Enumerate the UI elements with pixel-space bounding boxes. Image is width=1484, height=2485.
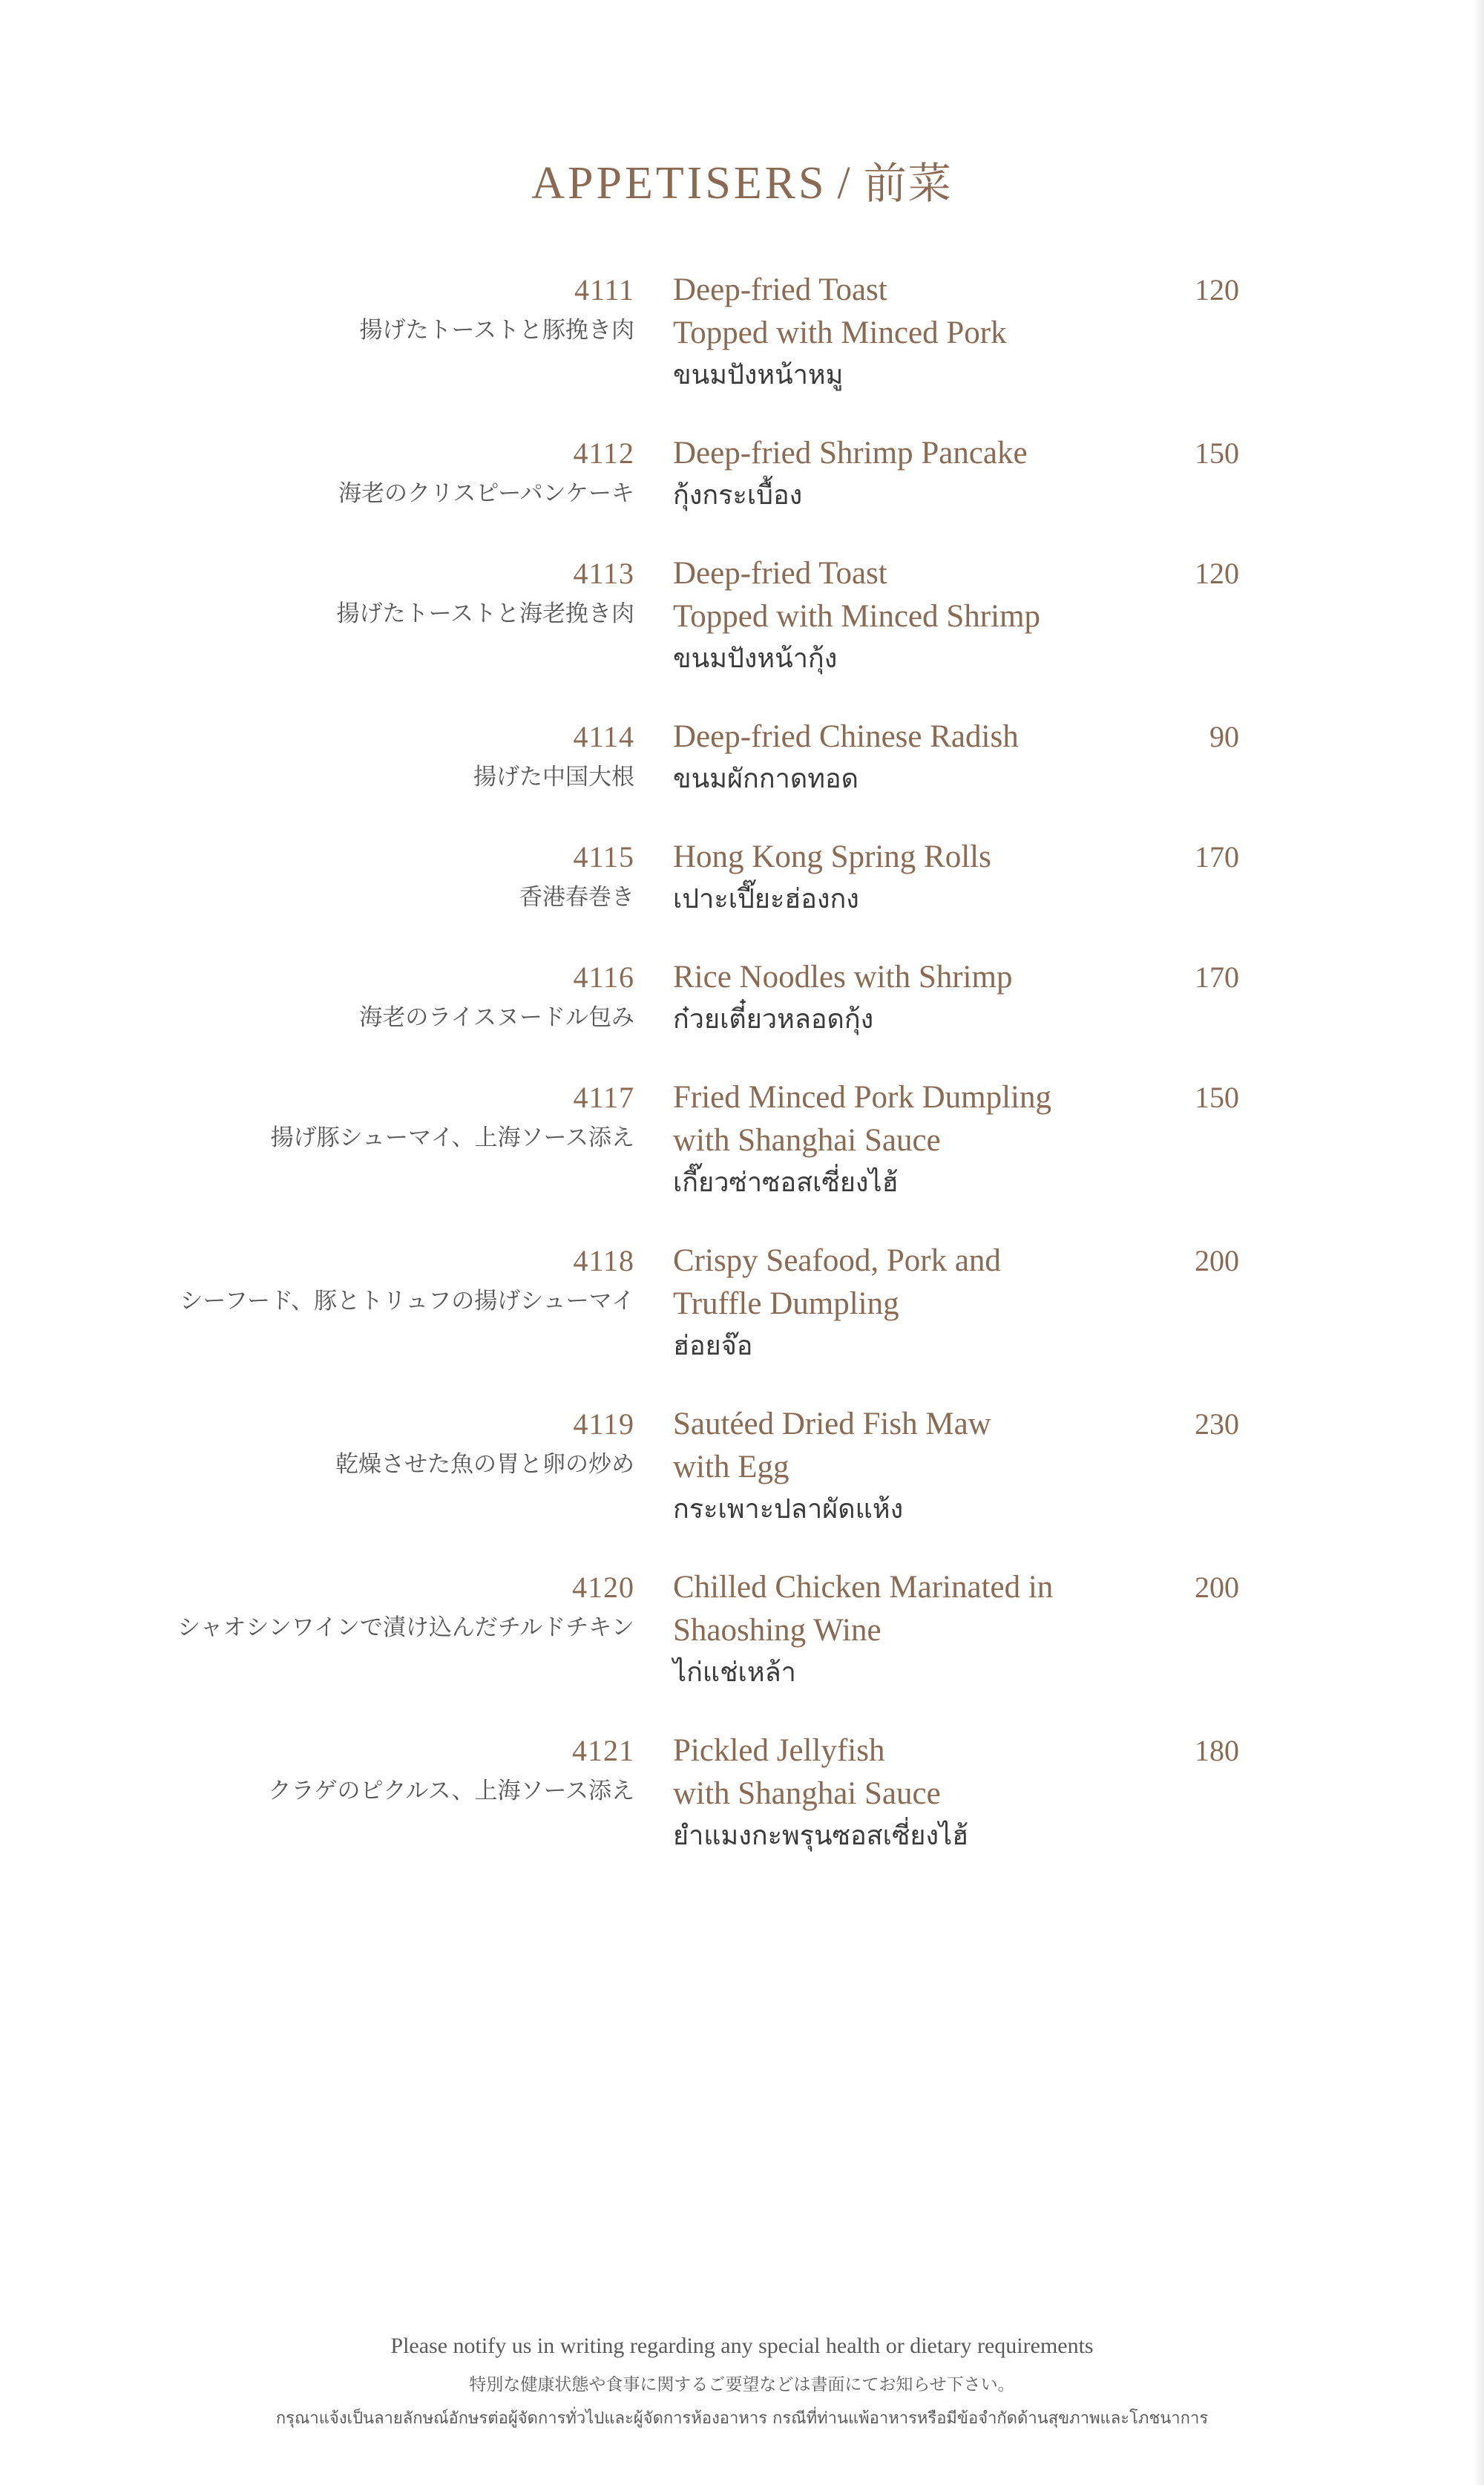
item-code: 4117 xyxy=(573,1081,634,1114)
item-name-japanese: 揚げたトーストと海老挽き肉 xyxy=(336,600,634,627)
item-name-english: Deep-fried Shrimp Pancake xyxy=(673,436,1028,471)
item-name-thai: ก๋วยเตี๋ยวหลอดกุ้ง xyxy=(673,1004,874,1035)
item-name-thai: ขนมปังหน้ากุ้ง xyxy=(673,644,838,674)
item-name-japanese: シャオシンワインで漬け込んだチルドチキン xyxy=(177,1614,634,1641)
page-edge xyxy=(1474,0,1484,2485)
item-name-english: Hong Kong Spring Rolls xyxy=(673,839,991,874)
item-price: 170 xyxy=(1195,840,1239,874)
item-name-japanese: 揚げた中国大根 xyxy=(473,764,634,790)
item-code: 4120 xyxy=(572,1571,634,1604)
item-code: 4114 xyxy=(573,720,634,753)
item-price: 200 xyxy=(1195,1571,1239,1604)
item-code: 4112 xyxy=(573,436,634,470)
item-name-japanese: 海老のライスヌードル包み xyxy=(359,1004,634,1031)
item-name-japanese: 海老のクリスピーパンケーキ xyxy=(338,480,634,507)
item-code: 4115 xyxy=(573,840,634,874)
item-name-english: Topped with Minced Shrimp xyxy=(673,599,1041,634)
item-price: 150 xyxy=(1195,436,1239,470)
item-name-english: Topped with Minced Pork xyxy=(673,315,1007,350)
title-japanese: 前菜 xyxy=(863,158,953,209)
item-name-english: Deep-fried Chinese Radish xyxy=(673,719,1019,754)
item-name-thai: ไก่แช่เหล้า xyxy=(673,1657,796,1688)
item-price: 180 xyxy=(1195,1734,1239,1767)
item-name-thai: ขนมผักกาดทอด xyxy=(673,764,858,794)
item-price: 170 xyxy=(1195,960,1239,994)
item-name-english: Shaoshing Wine xyxy=(673,1613,881,1648)
item-name-thai: ฮ่อยจ๊อ xyxy=(673,1331,753,1361)
footer-note-thai: กรุณาแจ้งเป็นลายลักษณ์อักษรต่อผู้จัดการทั่วไปและผู้จัดการห้องอาหาร กรณีที่ท่านแพ้อาหารหรือมีข้อจำกัดด้านสุขภาพและโภชนาการ xyxy=(275,2409,1209,2428)
item-name-english: Truffle Dumpling xyxy=(673,1286,899,1321)
item-name-thai: ขนมปังหน้าหมู xyxy=(673,360,844,390)
page-title xyxy=(0,148,1484,211)
item-name-japanese: 揚げたトーストと豚挽き肉 xyxy=(359,317,634,344)
item-name-japanese: 香港春巻き xyxy=(519,884,634,911)
item-name-japanese: シーフード、豚とトリュフの揚げシューマイ xyxy=(180,1288,634,1314)
footer-note-japanese: 特別な健康状態や食事に関するご要望などは書面にてお知らせ下さい。 xyxy=(469,2375,1015,2394)
item-name-english: Pickled Jellyfish xyxy=(673,1733,885,1768)
item-name-english: Rice Noodles with Shrimp xyxy=(673,960,1013,995)
item-name-english: Deep-fried Toast xyxy=(673,556,887,591)
item-name-japanese: 揚げ豚シューマイ、上海ソース添え xyxy=(270,1124,634,1151)
item-name-english: Chilled Chicken Marinated in xyxy=(673,1570,1054,1605)
item-code: 4111 xyxy=(574,273,634,307)
item-name-english: with Egg xyxy=(673,1450,789,1484)
item-code: 4118 xyxy=(573,1244,634,1277)
item-name-japanese: クラゲのピクルス、上海ソース添え xyxy=(268,1778,634,1804)
item-name-thai: เกี๊ยวซ่าซอสเซี่ยงไฮ้ xyxy=(673,1168,899,1198)
item-price: 120 xyxy=(1195,557,1239,590)
item-name-english: with Shanghai Sauce xyxy=(673,1776,941,1811)
item-price: 230 xyxy=(1195,1407,1239,1441)
item-name-thai: กระเพาะปลาผัดแห้ง xyxy=(673,1494,904,1525)
item-name-english: Fried Minced Pork Dumpling xyxy=(673,1080,1051,1115)
item-price: 120 xyxy=(1195,273,1239,307)
item-name-english: Deep-fried Toast xyxy=(673,272,887,307)
item-price: 150 xyxy=(1195,1081,1239,1114)
footer-note-english: Please notify us in writing regarding any special health or dietary requirements xyxy=(390,2334,1094,2358)
title-separator: / xyxy=(837,158,853,209)
item-name-japanese: 乾燥させた魚の胃と卵の炒め xyxy=(335,1451,634,1478)
item-name-thai: เปาะเปี๊ยะฮ่องกง xyxy=(673,884,859,914)
item-code: 4121 xyxy=(572,1734,634,1767)
item-code: 4119 xyxy=(573,1407,634,1441)
item-name-english: with Shanghai Sauce xyxy=(673,1123,941,1158)
item-name-english: Crispy Seafood, Pork and xyxy=(673,1243,1001,1278)
item-name-thai: ยำแมงกะพรุนซอสเซี่ยงไฮ้ xyxy=(673,1821,969,1851)
title-english: APPETISERS xyxy=(531,158,827,209)
item-name-english: Sautéed Dried Fish Maw xyxy=(673,1407,991,1441)
item-price: 90 xyxy=(1209,720,1239,753)
item-name-thai: กุ้งกระเบื้อง xyxy=(673,480,803,511)
item-price: 200 xyxy=(1195,1244,1239,1277)
item-code: 4113 xyxy=(573,557,634,590)
item-code: 4116 xyxy=(573,960,634,994)
